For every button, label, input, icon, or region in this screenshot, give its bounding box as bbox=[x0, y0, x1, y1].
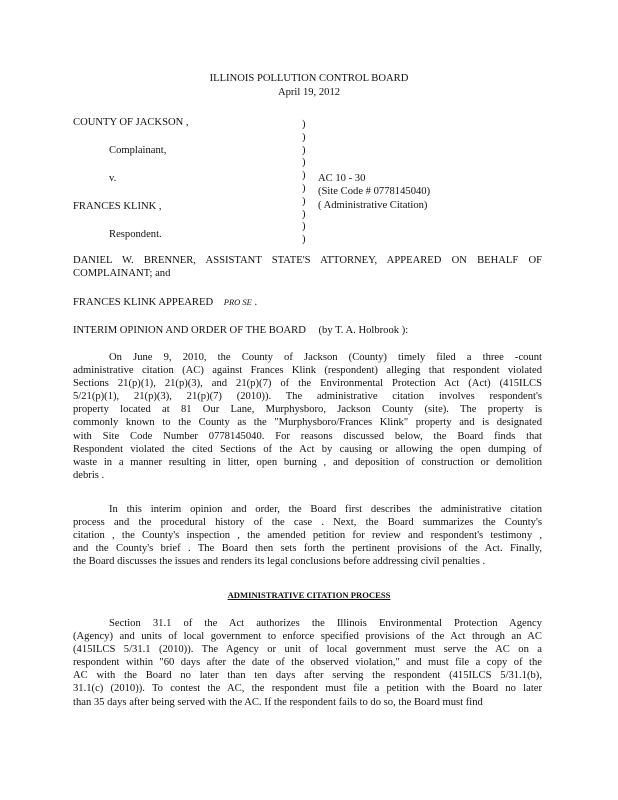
paragraph-line: waste in a manner resulting in litter, open burning , and deposition of construction or demolition bbox=[73, 456, 542, 468]
paragraph-1 bbox=[73, 351, 542, 482]
caption-paren: ) bbox=[302, 221, 306, 233]
paragraph-line: Sections 21(p)(1), 21(p)(3), and 21(p)(7) of the Environmental Protection Act (Act) (415ILCS bbox=[73, 378, 542, 390]
paragraph-line: AC with the Board no later than ten days after serving the respondent (415ILCS 5/31.1(b), bbox=[73, 670, 542, 682]
caption-paren: ) bbox=[302, 208, 306, 220]
versus-label: v. bbox=[109, 173, 117, 184]
appearance-line-3 bbox=[73, 296, 257, 309]
pro-se-label: PRO SE bbox=[223, 297, 252, 307]
paragraph-line: 31.1(c) (2010)). To contest the AC, the respondent must file a petition with the Board no later bbox=[73, 683, 542, 695]
paragraph-line: respondent within "60 days after the date of the observed violation," and must file a copy of the bbox=[73, 657, 542, 669]
appearance-period: . bbox=[254, 297, 258, 308]
caption-parentheses bbox=[302, 118, 310, 246]
opinion-author: (by T. A. Holbrook ): bbox=[318, 325, 409, 336]
complainant-name: COUNTY OF JACKSON , bbox=[73, 117, 189, 128]
paragraph-line: Section 31.1 of the Act authorizes the Illinois Environmental Protection Agency bbox=[109, 618, 542, 629]
paragraph-line: the Board discusses the issues and renders its legal conclusions before addressing civil penalties . bbox=[73, 556, 486, 568]
caption-paren: ) bbox=[302, 119, 306, 130]
case-number: AC 10 - 30 bbox=[318, 173, 366, 184]
section-heading: ADMINISTRATIVE CITATION PROCESS bbox=[227, 590, 391, 600]
caption-paren: ) bbox=[302, 170, 306, 182]
paragraph-line: with Site Code Number 0778145040. For reasons discussed below, the Board finds that bbox=[73, 430, 542, 442]
paragraph-line: administrative citation (AC) against Frances Klink (respondent) alleging that respondent violated bbox=[73, 365, 542, 377]
respondent-role: Respondent. bbox=[109, 229, 162, 240]
paragraph-line: In this interim opinion and order, the Board first describes the administrative citation bbox=[109, 504, 542, 515]
paragraph-3 bbox=[73, 617, 542, 709]
caption-paren: ) bbox=[302, 195, 306, 207]
paragraph-line: citation , the County's inspection , the amended petition for review and respondent's testimony , bbox=[73, 530, 542, 542]
paragraph-line: 5/21(p)(1), 21(p)(3), 21(p)(7) (2010)). The administrative citation involves respondent's bbox=[73, 391, 542, 403]
paragraph-line: Respondent violated the cited Sections of the Act by causing or allowing the open dumping of bbox=[73, 443, 542, 455]
caption-paren: ) bbox=[302, 157, 306, 169]
opinion-title-label: INTERIM OPINION AND ORDER OF THE BOARD bbox=[73, 325, 306, 336]
paragraph-line: property located at 81 Our Lane, Murphysboro, Jackson County (site). The property is bbox=[73, 404, 542, 416]
complainant-role: Complainant, bbox=[109, 145, 167, 156]
citation-type: ( Administrative Citation) bbox=[318, 200, 428, 211]
respondent-name: FRANCES KLINK , bbox=[73, 201, 162, 212]
opinion-title bbox=[73, 324, 408, 337]
paragraph-line: (Agency) and units of local government to enforce specified provisions of the Act through an AC bbox=[73, 631, 542, 643]
paragraph-line: process and the procedural history of the case . Next, the Board summarizes the County's bbox=[73, 517, 542, 529]
respondent-appearance: FRANCES KLINK APPEARED bbox=[73, 297, 214, 308]
caption-paren: ) bbox=[302, 182, 306, 194]
paragraph-2 bbox=[73, 503, 542, 568]
caption-paren: ) bbox=[302, 144, 306, 156]
paragraph-line: On June 9, 2010, the County of Jackson (County) timely filed a three -count bbox=[109, 352, 542, 363]
paragraph-line: debris . bbox=[73, 469, 105, 481]
paragraph-line: and the County's brief . The Board then sets forth the pertinent provisions of the Act. Finally, bbox=[73, 543, 542, 555]
caption-paren: ) bbox=[302, 131, 306, 143]
board-title: ILLINOIS POLLUTION CONTROL BOARD bbox=[209, 73, 409, 84]
paragraph-line: (415ILCS 5/31.1 (2010)). The Agency or unit of local government must serve the AC on a bbox=[73, 644, 542, 656]
appearance-line-2: COMPLAINANT; and bbox=[73, 268, 171, 279]
caption-paren: ) bbox=[302, 234, 306, 246]
paragraph-line: than 35 days after being served with the AC. If the respondent fails to do so, the Board must find bbox=[73, 696, 483, 708]
document-date: April 19, 2012 bbox=[277, 87, 341, 98]
site-code: (Site Code # 0778145040) bbox=[318, 186, 431, 197]
appearance-line-1: DANIEL W. BRENNER, ASSISTANT STATE'S ATTORNEY, APPEARED ON BEHALF OF bbox=[73, 255, 542, 266]
paragraph-line: commonly known to the County as the "Murphysboro/Frances Klink" property and is designated bbox=[73, 417, 542, 429]
